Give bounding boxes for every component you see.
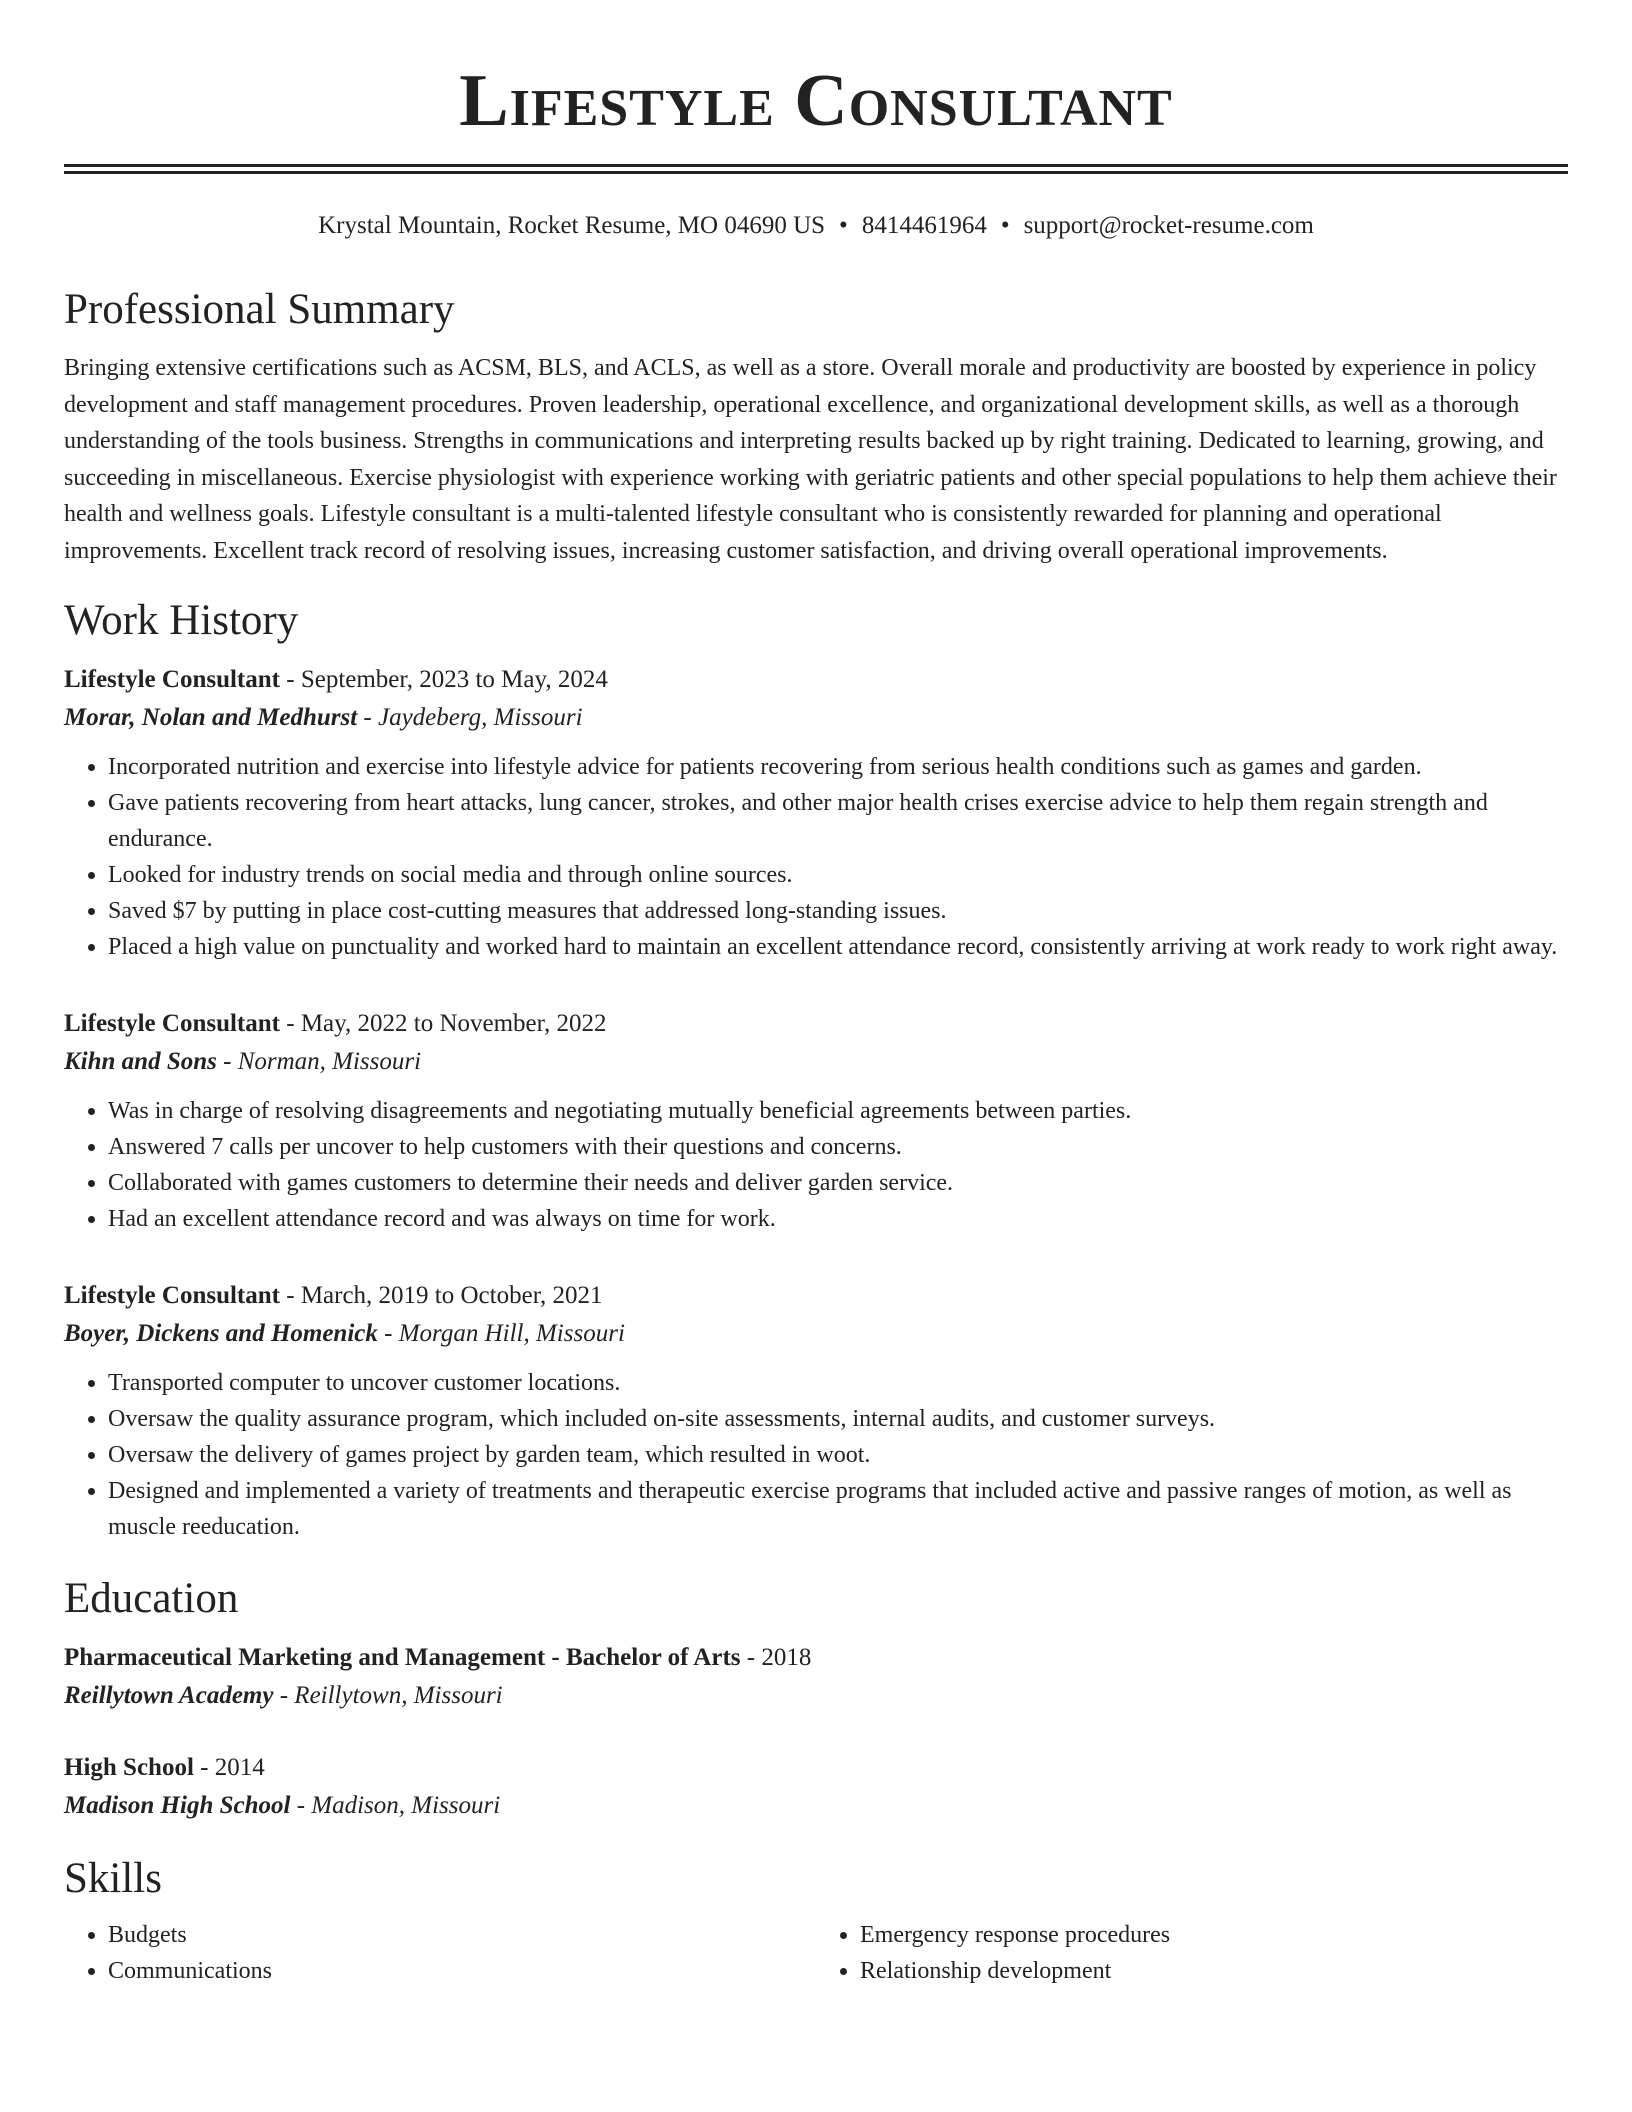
header-double-rule — [64, 164, 1568, 174]
contact-separator: • — [839, 212, 848, 239]
job-bullet: • Designed and implemented a variety of treatments and therapeutic exercise programs that included active and passive ranges of motion, as well as muscle reeducation. — [108, 1473, 1568, 1545]
summary-section — [64, 282, 1568, 569]
education-school: Madison High School — [64, 1792, 291, 1819]
job-company-line: Morar, Nolan and Medhurst - Jaydeberg, Missouri — [64, 704, 583, 731]
job-bullet: • Collaborated with games customers to determine their needs and deliver garden service. — [108, 1165, 1568, 1201]
job-company: Kihn and Sons — [64, 1048, 217, 1075]
education-degree: High School — [64, 1754, 194, 1781]
education-entry — [64, 1639, 1568, 1715]
job-bullet: • Incorporated nutrition and exercise into lifestyle advice for patients recovering from serious health conditions such as games and garden. — [108, 749, 1568, 785]
job-company: Morar, Nolan and Medhurst — [64, 704, 358, 731]
job-company-line: Boyer, Dickens and Homenick - Morgan Hill, Missouri — [64, 1320, 625, 1347]
job-location: Morgan Hill, Missouri — [398, 1320, 625, 1347]
job-entry — [64, 661, 1568, 965]
education-degree: Pharmaceutical Marketing and Management - Bachelor of Arts — [64, 1644, 741, 1671]
job-location: Jaydeberg, Missouri — [377, 704, 583, 731]
skills-column-left — [64, 1917, 816, 1989]
skill-item: • Relationship development — [860, 1953, 1568, 1989]
summary-heading: Professional Summary — [64, 286, 455, 333]
education-school: Reillytown Academy — [64, 1682, 274, 1709]
skills-column-right — [816, 1917, 1568, 1989]
job-dates: March, 2019 to October, 2021 — [300, 1282, 603, 1309]
job-bullets — [64, 1365, 1568, 1545]
job-role-line: Lifestyle Consultant - May, 2022 to November, 2022 — [64, 1010, 607, 1037]
education-entry — [64, 1749, 1568, 1825]
job-dates: May, 2022 to November, 2022 — [300, 1010, 607, 1037]
education-location: Madison, Missouri — [311, 1792, 501, 1819]
education-year: 2018 — [761, 1644, 812, 1671]
job-bullet: • Saved $7 by putting in place cost-cutting measures that addressed long-standing issues. — [108, 893, 1568, 929]
job-title: Lifestyle Consultant — [64, 1010, 280, 1037]
education-degree-line: Pharmaceutical Marketing and Management - Bachelor of Arts - 2018 — [64, 1644, 812, 1671]
job-role-line: Lifestyle Consultant - September, 2023 to May, 2024 — [64, 666, 608, 693]
work-history-heading: Work History — [64, 597, 299, 644]
skill-item: • Budgets — [108, 1917, 816, 1953]
job-company: Boyer, Dickens and Homenick — [64, 1320, 378, 1347]
job-role-line: Lifestyle Consultant - March, 2019 to October, 2021 — [64, 1282, 603, 1309]
job-entry — [64, 1005, 1568, 1237]
education-location: Reillytown, Missouri — [294, 1682, 503, 1709]
job-bullet: • Looked for industry trends on social media and through online sources. — [108, 857, 1568, 893]
job-location: Norman, Missouri — [237, 1048, 422, 1075]
skills-grid — [64, 1917, 1568, 1989]
skills-heading: Skills — [64, 1855, 162, 1902]
education-school-line: Reillytown Academy - Reillytown, Missouri — [64, 1682, 503, 1709]
job-bullet: • Placed a high value on punctuality and worked hard to maintain an excellent attendance record, consistently arriving at work ready to work right away. — [108, 929, 1568, 965]
contact-line — [64, 210, 1568, 242]
job-bullet: • Answered 7 calls per uncover to help customers with their questions and concerns. — [108, 1129, 1568, 1165]
education-section — [64, 1571, 1568, 1825]
job-bullet: • Oversaw the delivery of games project by garden team, which resulted in woot. — [108, 1437, 1568, 1473]
contact-separator: • — [1000, 212, 1010, 239]
work-history-section — [64, 593, 1568, 1545]
education-heading: Education — [64, 1575, 239, 1622]
job-bullet: • Gave patients recovering from heart attacks, lung cancer, strokes, and other major health crises exercise advice to help them regain strength and endurance. — [108, 785, 1568, 857]
job-title: Lifestyle Consultant — [64, 1282, 280, 1309]
summary-text: Bringing extensive certifications such as ACSM, BLS, and ACLS, as well as a store. Overall morale and productivity are boosted by experience in policy development and staff management procedures. Proven leadership, operational excellence, and organizational development skills, as well as a thorough understanding of the tools business. Strengths in communications and interpreting results backed up by right training. Dedicated to learning, growing, and succeeding in miscellaneous. Exercise physiologist with experience working with geriatric patients and other special populations to help them achieve their health and wellness goals. Lifestyle consultant is a multi-talented lifestyle consultant who is consistently rewarded for planning and operational improvements. Excellent track record of resolving issues, increasing customer satisfaction, and driving overall operational improvements. — [64, 355, 1557, 564]
skill-item: • Emergency response procedures — [860, 1917, 1568, 1953]
resume-name: Lifestyle Consultant — [459, 60, 1173, 142]
job-bullets — [64, 1093, 1568, 1237]
job-entry — [64, 1277, 1568, 1545]
job-bullets — [64, 749, 1568, 965]
education-school-line: Madison High School - Madison, Missouri — [64, 1792, 501, 1819]
job-dates: September, 2023 to May, 2024 — [300, 666, 608, 693]
job-bullet: • Was in charge of resolving disagreements and negotiating mutually beneficial agreements between parties. — [108, 1093, 1568, 1129]
job-bullet: • Oversaw the quality assurance program, which included on-site assessments, internal audits, and customer surveys. — [108, 1401, 1568, 1437]
skills-section — [64, 1851, 1568, 1989]
job-bullet: • Had an excellent attendance record and was always on time for work. — [108, 1201, 1568, 1237]
education-degree-line: High School - 2014 — [64, 1754, 265, 1781]
contact-email: support@rocket-resume.com — [1023, 212, 1314, 239]
skill-item: • Communications — [108, 1953, 816, 1989]
contact-address: Krystal Mountain, Rocket Resume, MO 04690 US — [318, 212, 826, 239]
job-company-line: Kihn and Sons - Norman, Missouri — [64, 1048, 422, 1075]
education-year: 2014 — [214, 1754, 265, 1781]
contact-phone: 8414461964 — [861, 212, 987, 239]
job-bullet: • Transported computer to uncover customer locations. — [108, 1365, 1568, 1401]
job-title: Lifestyle Consultant — [64, 666, 280, 693]
